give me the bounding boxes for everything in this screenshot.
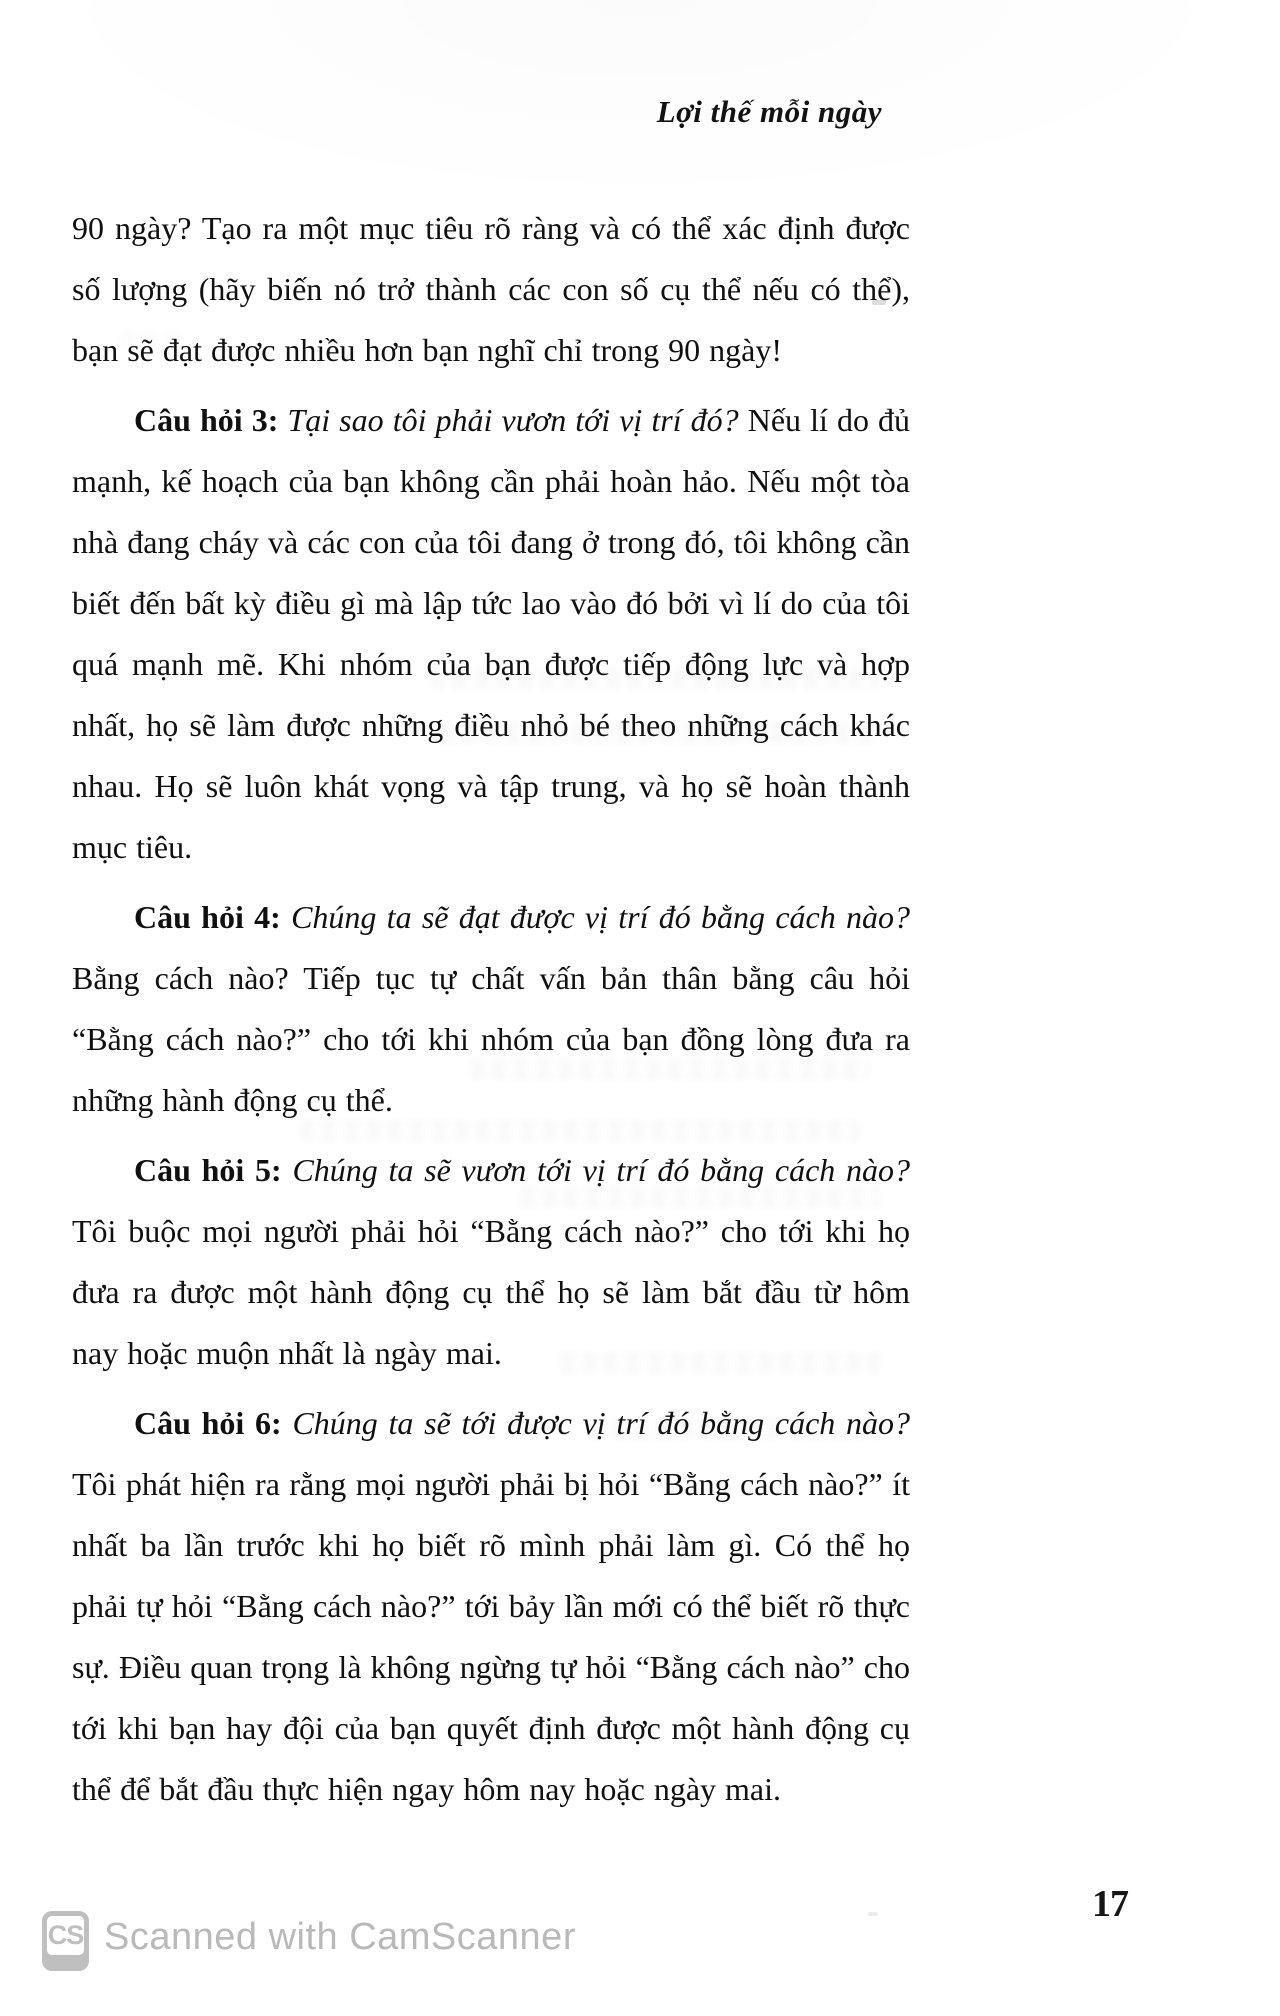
text-run-bold: Câu hỏi 6:: [134, 1405, 293, 1441]
text-column: [72, 198, 910, 1820]
camscanner-watermark-label: Scanned with CamScanner: [104, 1916, 576, 1958]
paragraph: [72, 198, 910, 381]
paragraph: [72, 887, 910, 1131]
text-run-normal: Tôi phát hiện ra rằng mọi người phải bị hỏi “Bằng cách nào?” ít nhất ba lần trước khi họ biết rõ mình phải làm gì. Có thể họ phải tự hỏi “Bằng cách nào?” tới bảy lần mới có thể biết rõ thực sự. Điều quan trọng là không ngừng tự hỏi “Bằng cách nào” cho tới khi bạn hay đội của bạn quyết định được một hành động cụ thể để bắt đầu thực hiện ngay hôm nay hoặc ngày mai.: [72, 1466, 910, 1807]
text-run-bold: Câu hỏi 3:: [134, 402, 288, 438]
camscanner-logo-icon: [42, 1911, 89, 1971]
text-run-normal: 90 ngày? Tạo ra một mục tiêu rõ ràng và có thể xác định được số lượng (hãy biến nó trở thành các con số cụ thể nếu có thể), bạn sẽ đạt được nhiều hơn bạn nghĩ chỉ trong 90 ngày!: [72, 210, 910, 368]
scan-speck: [868, 1912, 878, 1916]
text-run-normal: Nếu lí do đủ mạnh, kế hoạch của bạn không cần phải hoàn hảo. Nếu một tòa nhà đang cháy và các con của tôi đang ở trong đó, tôi không cần biết đến bất kỳ điều gì mà lập tức lao vào đó bởi vì lí do của tôi quá mạnh mẽ. Khi nhóm của bạn được tiếp động lực và hợp nhất, họ sẽ làm được những điều nhỏ bé theo những cách khác nhau. Họ sẽ luôn khát vọng và tập trung, và họ sẽ hoàn thành mục tiêu.: [72, 402, 911, 865]
text-run-normal: Bằng cách nào? Tiếp tục tự chất vấn bản thân bằng câu hỏi “Bằng cách nào?” cho tới khi nhóm của bạn đồng lòng đưa ra những hành động cụ thể.: [72, 960, 910, 1118]
text-run-bold: Câu hỏi 5:: [134, 1152, 293, 1188]
text-run-italic: Tại sao tôi phải vươn tới vị trí đó?: [287, 402, 748, 438]
paragraph: [72, 1393, 910, 1820]
paragraph: [72, 1140, 910, 1384]
page-number: 17: [1092, 1883, 1128, 1925]
text-run-italic: Chúng ta sẽ đạt được vị trí đó bằng cách nào?: [291, 899, 911, 935]
paragraph: [72, 390, 910, 878]
text-run-normal: Tôi buộc mọi người phải hỏi “Bằng cách nào?” cho tới khi họ đưa ra được một hành động cụ thể họ sẽ làm bắt đầu từ hôm nay hoặc muộn nhất là ngày mai.: [72, 1213, 910, 1371]
running-header-title: Lợi thế mỗi ngày: [656, 94, 882, 129]
text-run-bold: Câu hỏi 4:: [134, 899, 292, 935]
text-run-italic: Chúng ta sẽ tới được vị trí đó bằng cách nào?: [292, 1405, 911, 1441]
text-run-italic: Chúng ta sẽ vươn tới vị trí đó bằng cách nào?: [292, 1152, 911, 1188]
camscanner-logo-text: CS: [47, 1916, 84, 1955]
